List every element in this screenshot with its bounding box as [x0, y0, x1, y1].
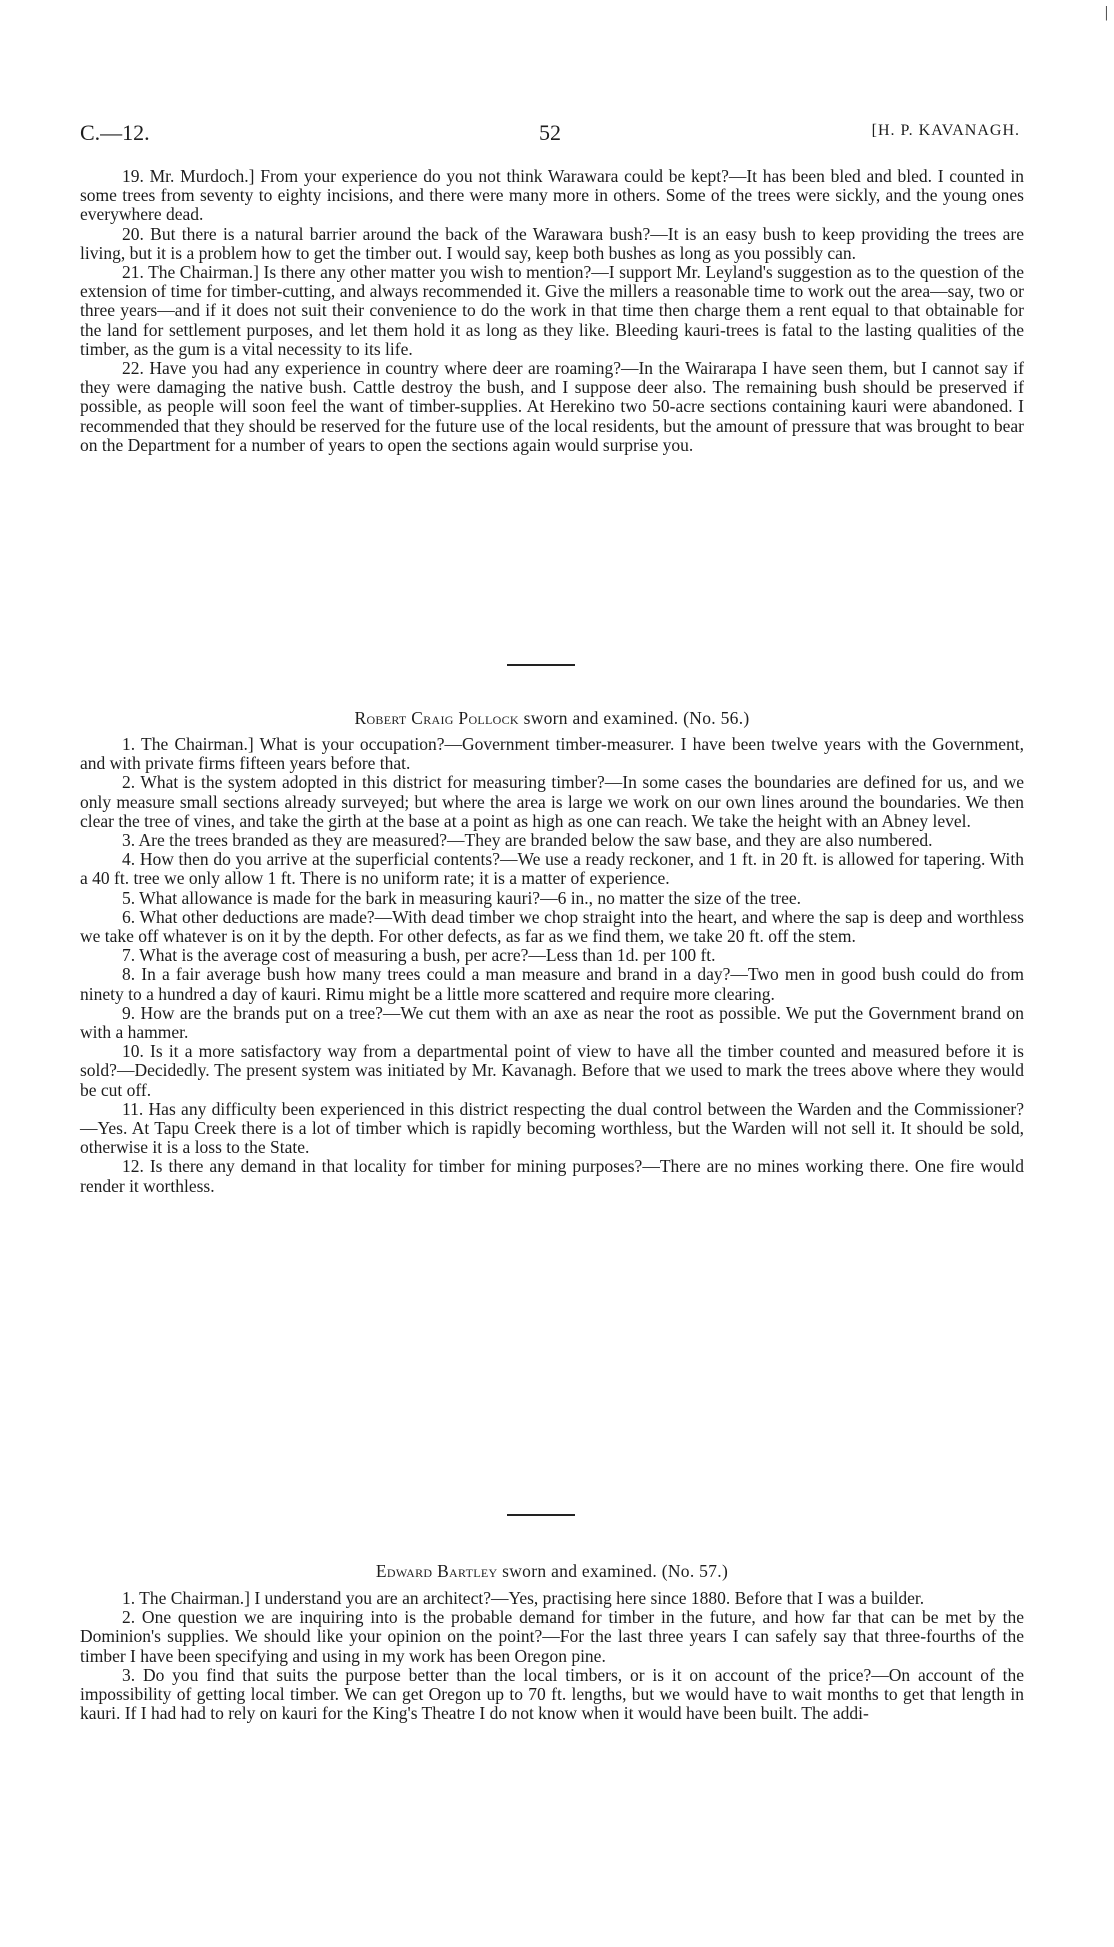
paragraph: 10. Is it a more satisfactory way from a departmental point of view to have all the timber counted and measured before it is sold?—Decidedly. The present system was initiated by Mr. Kavanagh. Before that we used to mark the trees above where they would be cut off.: [80, 1041, 1024, 1100]
corner-mark: |: [1104, 4, 1108, 21]
section-divider: [507, 664, 575, 666]
page-number: 52: [539, 120, 561, 145]
paragraph: 20. But there is a natural barrier around the back of the Warawara bush?—It is an easy bush to keep providing the trees are living, but it is a problem how to get the timber out. I would say, keep both bushes as long as you possibly can.: [80, 223, 1024, 263]
witness-evidence: [80, 735, 1024, 1196]
paragraph: 7. What is the average cost of measuring a bush, per acre?—Less than 1d. per 100 ft.: [122, 945, 716, 966]
paragraph: 9. How are the brands put on a tree?—We cut them with an axe as near the root as possible. We put the Government brand on with a hammer.: [80, 1002, 1024, 1043]
witness-name: Edward Bartley: [375, 1561, 498, 1581]
paragraph: 5. What allowance is made for the bark in measuring kauri?—6 in., no matter the size of the tree.: [122, 887, 802, 908]
paragraph: 19. Mr. Murdoch.] From your experience do you not think Warawara could be kept?—It has been bled and bled. I counted in some trees from seventy to eighty incisions, and there were many more in others. Some of the trees were sickly, and the young ones everywhere dead.: [80, 166, 1024, 225]
witness-heading-text: sworn and examined. (No. 56.): [518, 708, 750, 728]
paragraph: 3. Do you find that suits the purpose better than the local timbers, or is it on account of the price?—On account of the impossibility of getting local timber. We can get Oregon up to 70 ft. lengths, but we would have to wait months to get that length in kauri. If I had had to rely on kauri for the King's Theatre I do not know when it would have been built. The addi-: [80, 1664, 1024, 1724]
paper-number: C.—12.: [80, 120, 150, 145]
paragraph: 8. In a fair average bush how many trees could a man measure and brand in a day?—Two men in good bush could do from ninety to a hundred a day of kauri. Rimu might be a little more scattered and require more clearing.: [80, 964, 1024, 1004]
paragraph: 2. One question we are inquiring into is the probable demand for timber in the future, and how far that can be met by the Dominion's supplies. We should like your opinion on the point?—For the last three years I can safely say that three-fourths of the timber I have been specifying and using in my work has been Oregon pine.: [80, 1607, 1024, 1666]
witness-heading: [80, 708, 1024, 728]
witness-name: Robert Craig Pollock: [354, 708, 519, 728]
paragraph: 6. What other deductions are made?—With dead timber we chop straight into the heart, and where the sap is deep and worthless we take off whatever is on it by the depth. For other defects, as far as we find them, we take 20 ft. off the stem.: [80, 906, 1024, 947]
paragraph: 1. The Chairman.] What is your occupation?—Government timber-measurer. I have been twelve years with the Government, and with private firms fifteen years before that.: [80, 734, 1024, 774]
paragraph: 12. Is there any demand in that locality for timber for mining purposes?—There are no mines working there. One fire would render it worthless.: [80, 1156, 1024, 1196]
running-head: [80, 120, 1020, 150]
witness-heading-text: sworn and examined. (No. 57.): [497, 1561, 729, 1581]
paragraph: 11. Has any difficulty been experienced in this district respecting the dual control between the Warden and the Commissioner?—Yes. At Tapu Creek there is a lot of timber which is rapidly becoming worthless, but the Warden will not sell it. It should be sold, otherwise it is a loss to the State.: [80, 1098, 1024, 1158]
paragraph: 4. How then do you arrive at the superficial contents?—We use a ready reckoner, and 1 ft. in 20 ft. is allowed for tapering. With a 40 ft. tree we only allow 1 ft. There is no uniform rate; it is a matter of experience.: [80, 849, 1024, 889]
paragraph: 3. Are the trees branded as they are measured?—They are branded below the saw base, and they are also numbered.: [122, 830, 933, 851]
witness-evidence: [80, 1589, 1024, 1723]
paragraph: 22. Have you had any experience in country where deer are roaming?—In the Wairarapa I have seen them, but I cannot say if they were damaging the native bush. Cattle destroy the bush, and I suppose deer also. The remaining bush should be preserved if possible, as people will soon feel the want of timber-supplies. At Herekino two 50-acre sections containing kauri were abandoned. I recommended that they should be reserved for the future use of the local residents, but the amount of pressure that was brought to bear on the Department for a number of years to open the sections again would surprise you.: [80, 358, 1024, 455]
paragraph: 21. The Chairman.] Is there any other matter you wish to mention?—I support Mr. Leyland's suggestion as to the question of the extension of time for timber-cutting, and always recommended it. Give the millers a reasonable time to work out the area—say, two or three years—and if it does not suit their convenience to do the work in that time then charge them a rent equal to that obtainable for the land for settlement purposes, and let them hold it as long as they like. Bleeding kauri-trees is fatal to the lasting qualities of the timber, as the gum is a vital necessity to its life.: [80, 262, 1024, 359]
paragraph: 2. What is the system adopted in this district for measuring timber?—In some cases the boundaries are defined for us, and we only measure small sections already surveyed; but where the area is large we work on our own lines around the boundaries. We then clear the tree of vines, and take the girth at the base at a point as high as one can reach. We take the height with an Abney level.: [80, 772, 1024, 831]
paragraph: 1. The Chairman.] I understand you are an architect?—Yes, practising here since 1880. Before that I was a builder.: [122, 1588, 925, 1608]
witness-heading: [80, 1561, 1024, 1581]
witness-header: [H. P. KAVANAGH.: [871, 122, 1020, 139]
continued-evidence: [80, 167, 1024, 455]
section-divider: [507, 1514, 575, 1516]
